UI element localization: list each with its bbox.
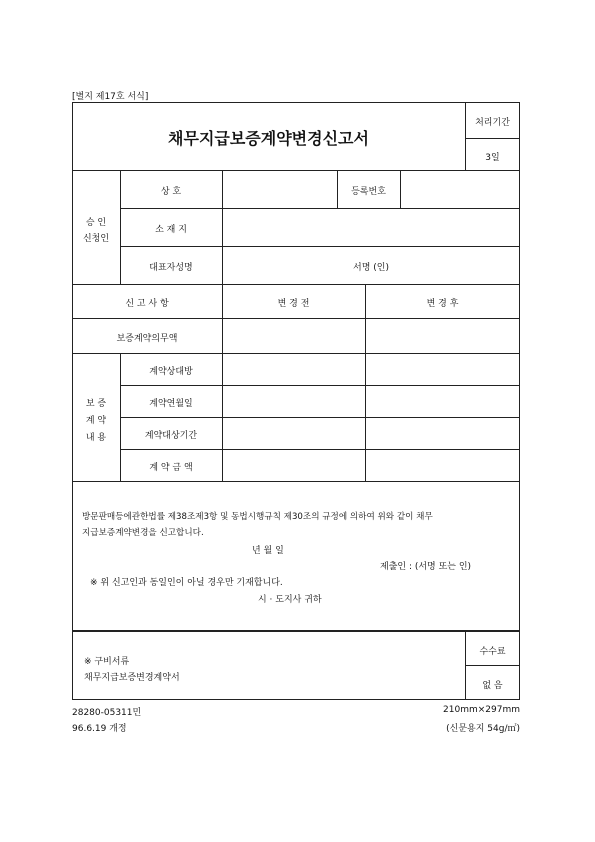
date-before-field[interactable] — [223, 386, 364, 416]
attachments-frame — [72, 631, 520, 700]
statement-line-2: 지급보증계약변경을 신고합니다. — [82, 528, 204, 538]
attachment-doc: 채무지급보증변경계약서 — [84, 673, 180, 683]
reg-no-label: 등록번호 — [351, 187, 386, 197]
guarantee-obligation-label: 보증계약의무액 — [116, 334, 178, 344]
trade-name-label: 상 호 — [160, 187, 182, 197]
location-field[interactable] — [223, 209, 519, 245]
attachments-label: ※ 구비서류 — [84, 657, 130, 667]
location-label: 소 재 지 — [155, 225, 187, 235]
contract-date-label: 계약연월일 — [149, 399, 193, 409]
paper-size: 210mm×297mm — [443, 705, 520, 715]
period-label: 처리기간 — [475, 118, 510, 128]
contract-counterparty-label: 계약상대방 — [149, 367, 193, 377]
before-header: 변 경 전 — [277, 299, 310, 309]
contract-period-label: 계약대상기간 — [144, 431, 198, 441]
addressee: 시 · 도지사 귀하 — [258, 595, 322, 605]
statement-line-1: 방문판매등에관한법률 제38조제3항 및 동법시행규칙 제30조의 규정에 의하여 위와 같이 채무 — [82, 512, 433, 522]
counterparty-after-field[interactable] — [366, 354, 519, 384]
after-header: 변 경 후 — [426, 299, 459, 309]
statement-date[interactable]: 년 월 일 — [252, 546, 284, 556]
period-before-field[interactable] — [223, 418, 364, 448]
guarantee-group-label-2: 계 약 — [85, 416, 107, 426]
signature-placeholder[interactable]: 서명 (인) — [353, 263, 389, 273]
amount-before-field[interactable] — [223, 450, 364, 480]
applicant-group-label-2: 신청인 — [82, 234, 110, 244]
fee-value: 없 음 — [482, 681, 503, 691]
date-after-field[interactable] — [366, 386, 519, 416]
page-title: 채무지급보증계약변경신고서 — [168, 129, 369, 148]
period-after-field[interactable] — [366, 418, 519, 448]
guarantee-group-label-1: 보 증 — [85, 399, 107, 409]
revised-date: 96.6.19 개정 — [72, 724, 127, 734]
contract-amount-label: 계 약 금 액 — [149, 463, 193, 473]
form-tag: [별지 제17호 서식] — [72, 92, 149, 102]
paper-type: (신문용지 54g/㎡) — [446, 724, 520, 734]
period-value: 3일 — [485, 153, 500, 163]
reg-no-field[interactable] — [401, 171, 519, 207]
counterparty-before-field[interactable] — [223, 354, 364, 384]
submitter[interactable]: 제출인 : (서명 또는 인) — [380, 562, 472, 572]
form-code: 28280-05311민 — [72, 708, 142, 718]
applicant-group-label: 승 인 — [85, 218, 107, 228]
obligation-before-field[interactable] — [223, 319, 364, 352]
statement-note: ※ 위 신고인과 동일인이 아닐 경우만 기재합니다. — [90, 578, 283, 588]
fee-label: 수수료 — [479, 647, 506, 657]
amount-after-field[interactable] — [366, 450, 519, 480]
obligation-after-field[interactable] — [366, 319, 519, 352]
rep-name-label: 대표자성명 — [149, 263, 193, 273]
report-items-header: 신 고 사 항 — [125, 299, 169, 309]
trade-name-field[interactable] — [223, 171, 336, 207]
guarantee-group-label-3: 내 용 — [85, 433, 107, 443]
